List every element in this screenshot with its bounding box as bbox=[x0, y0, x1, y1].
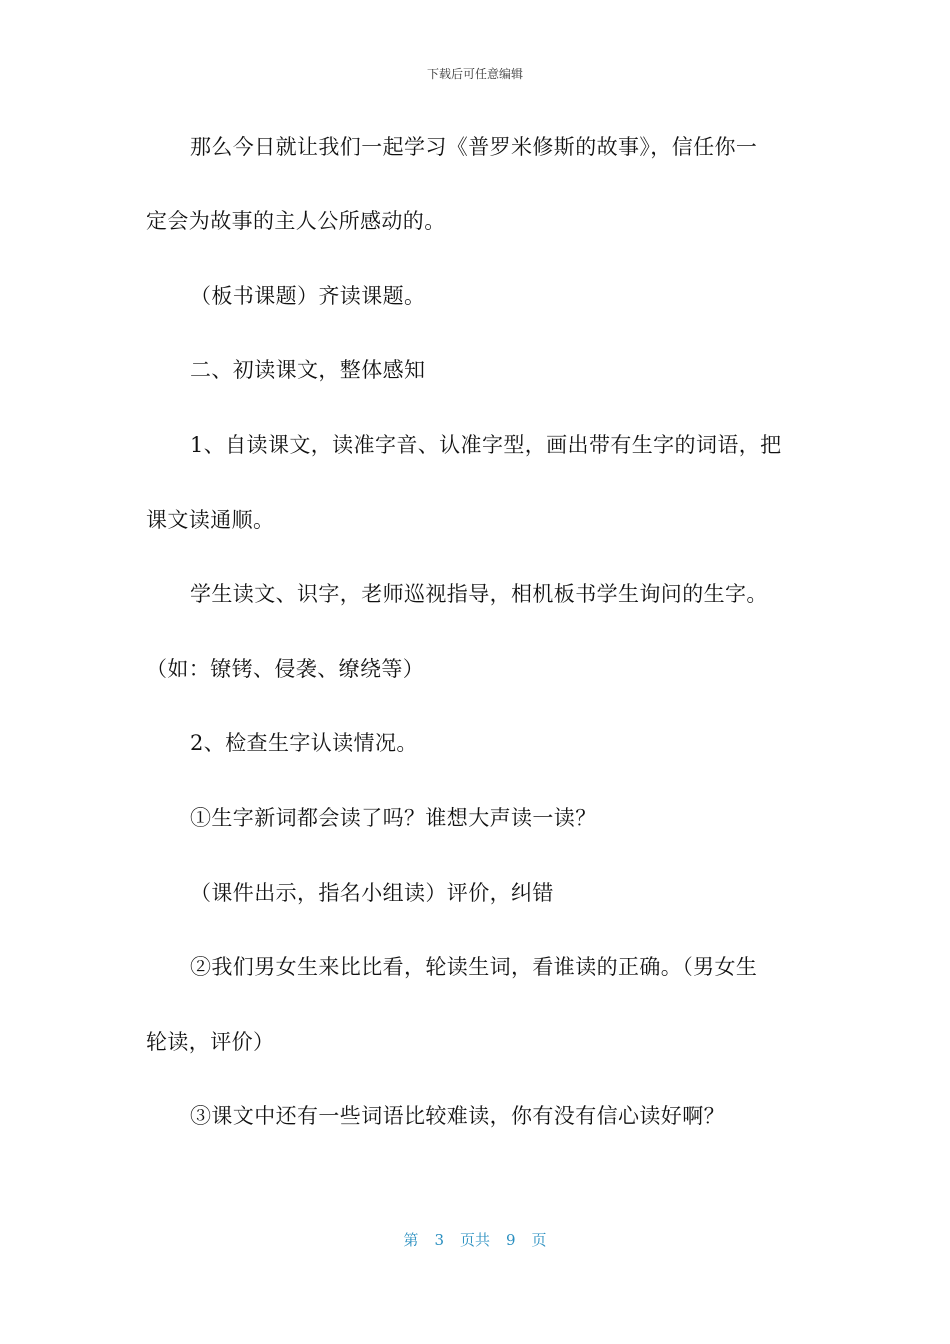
paragraph-line: （课件出示，指名小组读）评价，纠错 bbox=[190, 881, 554, 905]
total-pages-number: 9 bbox=[506, 1231, 516, 1249]
page-label-prefix: 第 bbox=[403, 1231, 419, 1249]
paragraph-line: 2、检查生字认读情况。 bbox=[190, 731, 418, 755]
paragraph-line: 1、自读课文，读准字音、认准字型，画出带有生字的词语，把 bbox=[190, 433, 782, 457]
paragraph-line: （板书课题）齐读课题。 bbox=[190, 284, 426, 308]
page-label-suffix: 页 bbox=[531, 1231, 547, 1249]
paragraph-line: ①生字新词都会读了吗？谁想大声读一读？ bbox=[190, 806, 597, 830]
header-note: 下载后可任意编辑 bbox=[426, 67, 523, 81]
paragraph-line: 课文读通顺。 bbox=[146, 508, 275, 532]
paragraph-line: ③课文中还有一些词语比较难读，你有没有信心读好啊？ bbox=[190, 1104, 725, 1128]
paragraph-line: 那么今日就让我们一起学习《普罗米修斯的故事》，信任你一 bbox=[190, 135, 758, 159]
section-heading: 二、初读课文，整体感知 bbox=[190, 358, 426, 382]
paragraph-line: ②我们男女生来比比看，轮读生词，看谁读的正确。（男女生 bbox=[190, 955, 758, 979]
paragraph-line: （如：镣铐、侵袭、缭绕等） bbox=[146, 657, 425, 681]
paragraph-line: 学生读文、识字，老师巡视指导，相机板书学生询问的生字。 bbox=[190, 582, 768, 606]
page-label-middle: 页共 bbox=[459, 1231, 490, 1249]
paragraph-line: 定会为故事的主人公所感动的。 bbox=[146, 209, 446, 233]
paragraph-line: 轮读，评价） bbox=[146, 1030, 275, 1054]
current-page-number: 3 bbox=[434, 1231, 444, 1249]
page-footer bbox=[0, 1230, 950, 1250]
